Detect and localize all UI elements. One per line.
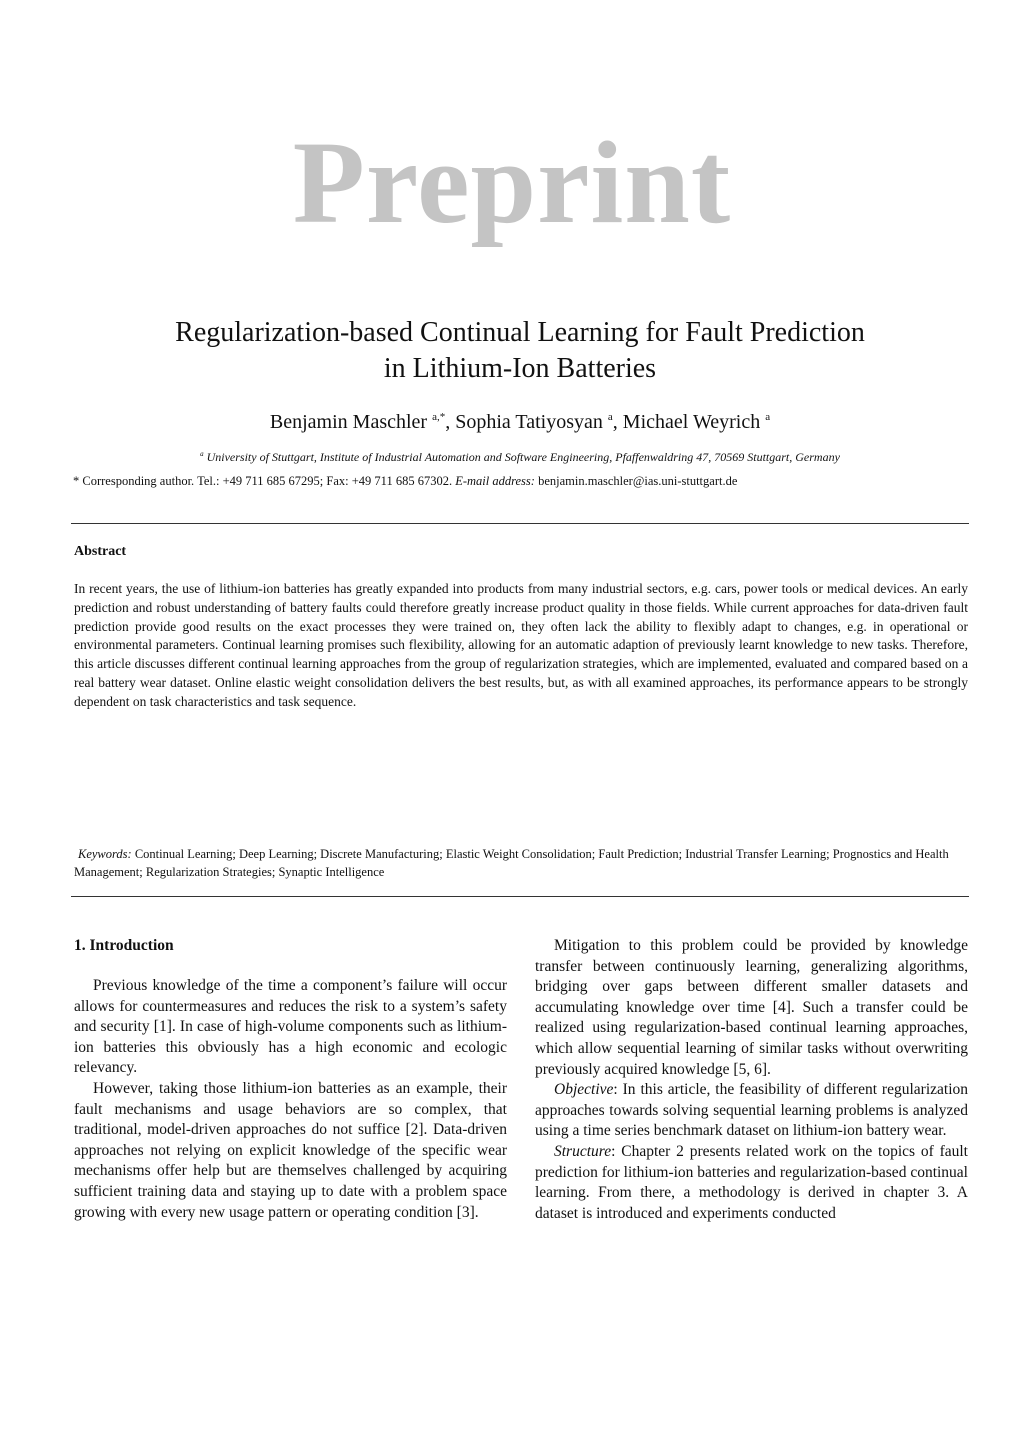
paper-title [60,315,980,387]
preprint-watermark: Preprint [292,117,732,248]
author-mark: a [765,411,771,423]
objective-label: Objective [554,1081,614,1099]
keywords-text: Continual Learning; Deep Learning; Discrete Manufacturing; Elastic Weight Consolidation; Fault Prediction; Industrial Transfer Learning; Prognostics and Health Management; Regularization Strategies; Synaptic Intelligence [74,847,949,879]
objective-paragraph [535,1080,968,1142]
abstract-text: In recent years, the use of lithium-ion batteries has greatly expanded into products from many industrial sectors, e.g. cars, power tools or medical devices. An early prediction and robust understanding of battery faults could therefore greatly increase product quality in those fields. While current approaches for data-driven fault prediction provide good results on the exact processes they were trained on, they often lack the ability to flexibly adapt to changes, e.g. in operational or environmental parameters. Continual learning promises such flexibility, allowing for an automatic adaption of previously learnt knowledge to new tasks. Therefore, this article discusses different continual learning approaches from the group of regularization strategies, which are implemented, evaluated and compared based on a real battery wear dataset. Online elastic weight consolidation delivers the best results, but, as with all examined approaches, its performance appears to be strongly dependent on task characteristics and task sequence. [74,581,968,709]
affiliation-mark: a [200,450,204,458]
abstract-heading: Abstract [74,544,127,559]
author-name: Michael Weyrich [622,411,761,433]
keywords-label: Keywords: [78,847,132,861]
author-separator: , [445,411,456,433]
keywords [74,846,968,881]
affiliation [60,445,980,466]
email-address[interactable]: benjamin.maschler@ias.uni-stuttgart.de [538,474,738,488]
corresponding-details: * Corresponding author. Tel.: +49 711 685 67295; Fax: +49 711 685 67302. [73,474,453,488]
author-name: Sophia Tatiyosyan [455,411,603,433]
paragraph: Mitigation to this problem could be provided by knowledge transfer between continuously learning, generalizing algorithms, bridging over gaps between different smaller datasets and accumulating knowledge over time [4]. Such a transfer could be realized using regularization-based continual learning approaches, which allow sequential learning of similar tasks without overwriting previously acquired knowledge [5, 6]. [535,937,968,1078]
paragraph: Previous knowledge of the time a component’s failure will occur allows for countermeasures and reduces the risk to a system’s safety and security [1]. In case of high-volume components such as lithium-ion batteries this obviously has a high economic and ecologic relevancy. [74,977,507,1077]
structure-label: Structure [554,1142,612,1160]
author-mark: a,* [432,411,446,423]
right-column [535,936,968,1224]
left-column [74,936,507,1223]
section-heading: 1. Introduction [74,937,174,954]
objective-text: : In this article, the feasibility of different regularization approaches towards solving sequential learning problems is analyzed using a time series benchmark dataset on lithium-ion battery wear. [535,1081,968,1140]
author-list [60,403,980,436]
title-line-1: Regularization-based Continual Learning for Fault Prediction [175,317,865,348]
structure-text: : Chapter 2 presents related work on the topics of fault prediction for lithium-ion batteries and regularization-based continual learning. From there, a methodology is derived in chapter 3. A dataset is introduced and experiments conducted [535,1142,968,1222]
author-separator: , [612,411,623,433]
email-label: E-mail address: [455,474,535,488]
paragraph: However, taking those lithium-ion batteries as an example, their fault mechanisms and usage behaviors are so complex, that traditional, model-driven approaches do not suffice [2]. Data-driven approaches not relying on explicit knowledge of the specific wear mechanisms offer help but are themselves challenged by acquiring sufficient training data and staying up to date with a problem space growing with every new usage pattern or operating condition [3]. [74,1079,507,1221]
corresponding-author [73,472,973,490]
structure-paragraph [535,1142,968,1224]
author-name: Benjamin Maschler [269,411,428,433]
bottom-divider [71,896,969,897]
author-mark: a [607,411,613,423]
title-line-2: in Lithium-Ion Batteries [383,353,657,384]
top-divider [71,523,969,524]
affiliation-text: University of Stuttgart, Institute of Industrial Automation and Software Engineering, Pfaffenwaldring 47, 70569 Stuttgart, Germany [206,450,840,464]
